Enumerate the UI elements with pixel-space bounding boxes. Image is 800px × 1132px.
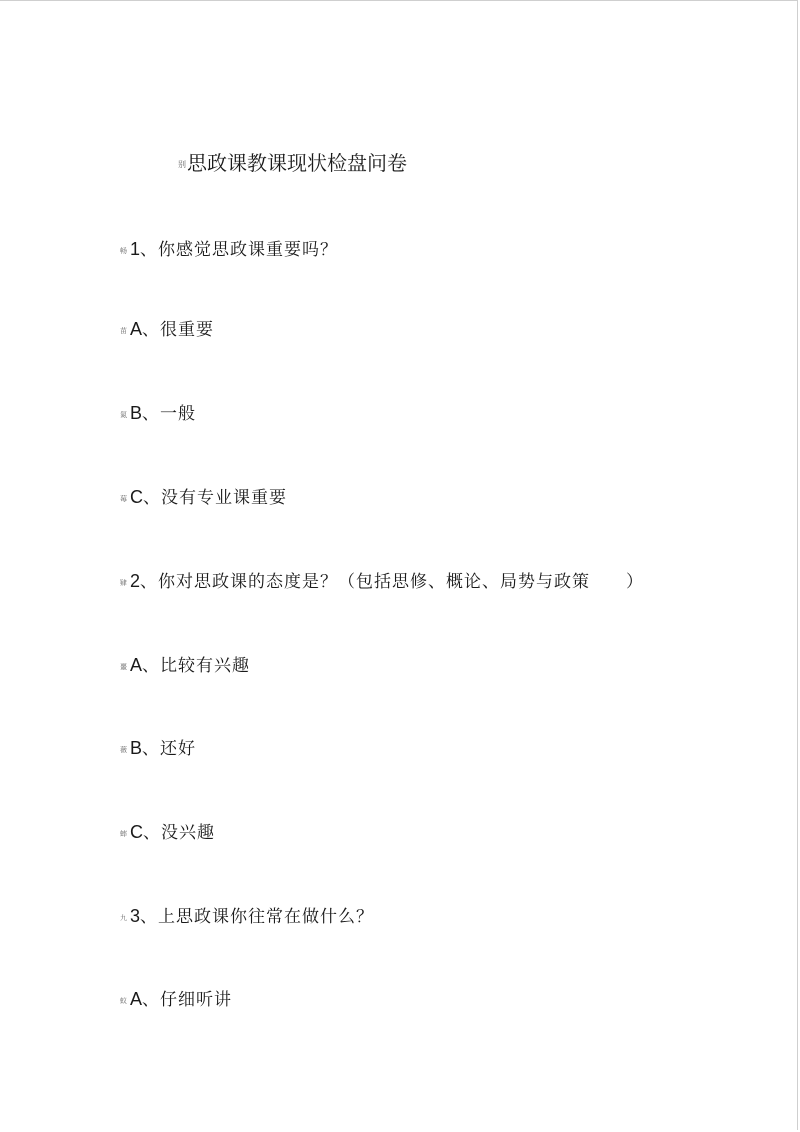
option-letter: C [130, 822, 143, 842]
line-marker: 氮 [120, 410, 127, 419]
line-marker: 九 [120, 913, 127, 922]
question-3 [120, 905, 374, 929]
question-number: 1 [130, 239, 141, 259]
option-letter: A [130, 319, 143, 339]
question-number: 3 [130, 906, 141, 926]
option-1a [120, 318, 214, 342]
option-1c [120, 486, 287, 510]
line-marker: 畅 [120, 246, 127, 255]
line-marker: 肄 [120, 578, 127, 587]
question-2 [120, 570, 644, 594]
option-letter: A [130, 989, 143, 1009]
line-marker: 苗 [120, 326, 127, 335]
option-letter: C [130, 487, 143, 507]
option-text: 、比较有兴趣 [142, 656, 251, 676]
title-text: 思政课教课现状检盘问卷 [187, 151, 407, 175]
option-letter: B [130, 403, 143, 423]
option-text: 、仔细听讲 [142, 990, 233, 1010]
option-1b [120, 402, 196, 426]
option-text: 、还好 [142, 739, 197, 759]
title-marker: 别 [178, 159, 186, 169]
option-2c [120, 821, 215, 845]
line-marker: 噩 [120, 662, 127, 671]
line-marker: 蟀 [120, 829, 127, 838]
question-text: 、你感觉思政课重要吗？ [140, 240, 339, 260]
option-letter: B [130, 738, 143, 758]
option-text: 、没兴趣 [143, 823, 215, 843]
line-marker: 莓 [120, 494, 127, 503]
line-marker: 薇 [120, 745, 127, 754]
survey-title [178, 150, 407, 178]
option-2a [120, 654, 250, 678]
question-number: 2 [130, 571, 141, 591]
question-text: 、上思政课你往常在做什么？ [140, 907, 375, 927]
question-text: 、你对思政课的态度是？（包括思修、概论、局势与政策 ） [140, 572, 645, 592]
option-text: 、没有专业课重要 [143, 488, 287, 508]
option-text: 、很重要 [142, 320, 215, 340]
option-3a [120, 988, 232, 1012]
option-letter: A [130, 655, 143, 675]
option-text: 、一般 [142, 404, 197, 424]
question-1 [120, 238, 338, 262]
option-2b [120, 737, 196, 761]
line-marker: 蚁 [120, 996, 127, 1005]
